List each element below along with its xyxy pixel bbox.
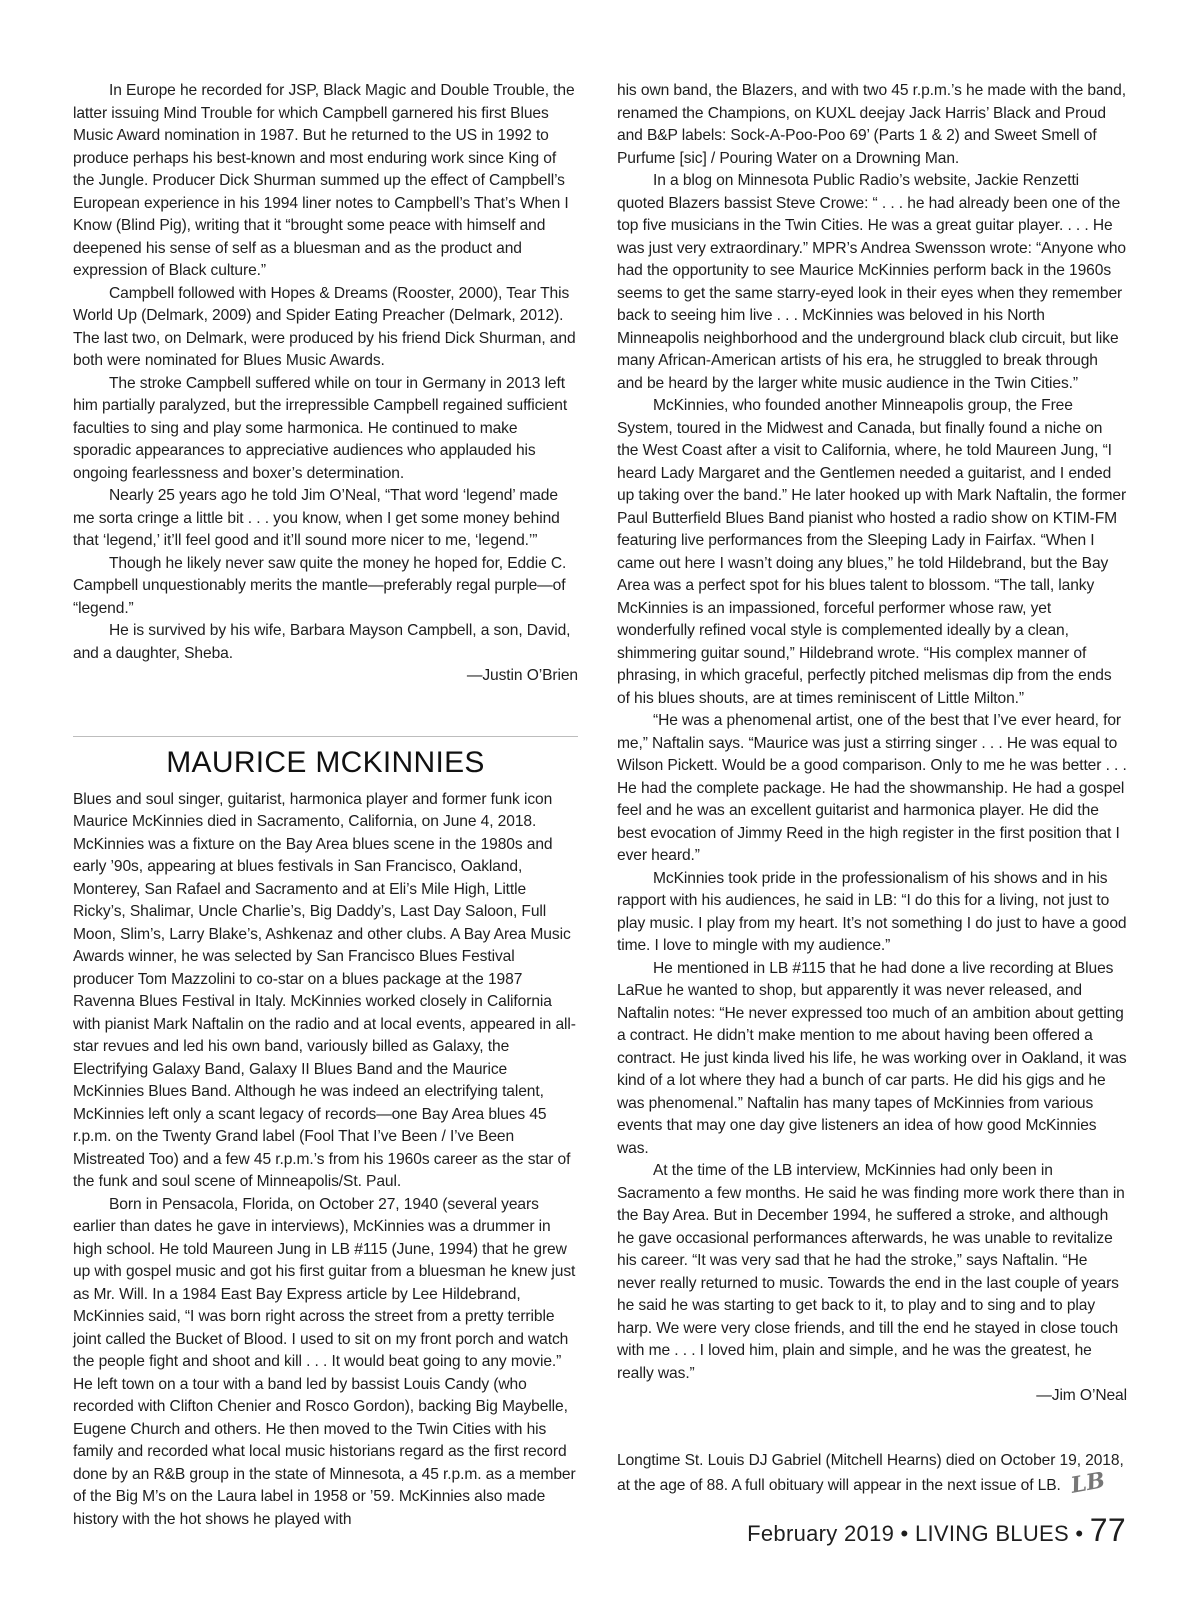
paragraph: his own band, the Blazers, and with two 45 r.p.m.’s he made with the band, renamed the Champions, on KUXL deejay Jack Harris’ Black and Proud and B&P labels: Sock-A-Poo-Poo 69’ (Parts 1 & 2) and Sweet Smell of Purfume [sic] / Pouring Water on a Drowning Man. [617,82,1126,167]
paragraph: Nearly 25 years ago he told Jim O’Neal, “That word ‘legend’ made me sorta cringe a little bit . . . you know, when I get some money behind that ‘legend,’ it’ll feel good and it’ll sound more nicer to me, ‘legend.’” [73,487,560,549]
paragraph: In Europe he recorded for JSP, Black Magic and Double Trouble, the latter issuing Mind Trouble for which Campbell garnered his first Blues Music Award nomination in 1987. But he returned to the US in 1992 to produce perhaps his best-known and most enduring work since King of the Jungle. Producer Dick Shurman summed up the effect of Campbell’s European experience in his 1994 liner notes to Campbell’s That’s When I Know (Blind Pig), writing that it “brought some peace with himself and deepened his sense of self as a bluesman and as the product and expression of Black culture.” [73,82,575,279]
paragraph: Blues and soul singer, guitarist, harmonica player and former funk icon Maurice McKinnies died in Sacramento, California, on June 4, 2018. McKinnies was a fixture on the Bay Area blues scene in the 1980s and early ’90s, appearing at blues festivals in San Francisco, Oakland, Monterey, San Rafael and Sacramento and at Eli’s Mile High, Little Ricky’s, Shalimar, Uncle Charlie’s, Big Daddy’s, Last Day Saloon, Full Moon, Slim’s, Larry Blake’s, Ashkenaz and other clubs. A Bay Area Music Awards winner, he was selected by San Francisco Blues Festival producer Tom Mazzolini to co-star on a blues package at the 1987 Ravenna Blues Festival in Italy. McKinnies worked closely in California with pianist Mark Naftalin on the radio and at local events, appeared in all-star revues and led his own band, variously billed as Galaxy, the Electrifying Galaxy Band, Galaxy II Blues Band and the Maurice McKinnies Blues Band. Although he was indeed an electrifying talent, McKinnies left only a scant legacy of records—one Bay Area blues 45 r.p.m. on the Twenty Grand label (Fool That I’ve Been / I’ve Been Mistreated Too) and a few 45 r.p.m.’s from his 1960s career as the star of the funk and soul scene of Minneapolis/St. Paul. [73,790,576,1190]
author-signature: —Justin O’Brien [466,667,578,684]
paragraph: Born in Pensacola, Florida, on October 27, 1940 (several years earlier than dates he gave in interviews), McKinnies was a drummer in high school. He told Maureen Jung in LB #115 (June, 1994) that he grew up with gospel music and got his first guitar from a bluesman he knew just as Mr. Will. In a 1984 East Bay Express article by Lee Hildebrand, McKinnies said, “I was born right across the street from a pretty terrible joint called the Bucket of Blood. I used to sit on my front porch and watch the people fight and shoot and kill . . . It would beat going to any movie.” He left town on a tour with a band led by bassist Louis Candy (who recorded with Clifton Chenier and Rosco Gordon), backing Big Maybelle, Eugene Church and others. He then moved to the Twin Cities with his family and recorded what local music historians regard as the first record done by an R&B group in the state of Minnesota, a 45 r.p.m. as a member of the Big M’s on the Laura label in 1958 or ’59. McKinnies also made history with the hot shows he played with [73,1195,576,1528]
death-notice-text: Longtime St. Louis DJ Gabriel (Mitchell Hearns) died on October 19, 2018, at the age of 88. A full obituary will appear in the next issue of LB. [617,1451,1124,1494]
lb-logo-icon: LB [1068,1467,1107,1499]
section-divider [73,736,578,737]
obituary-title: MAURICE MCKINNIES [166,745,485,779]
paragraph: Campbell followed with Hopes & Dreams (Rooster, 2000), Tear This World Up (Delmark, 2009) and Spider Eating Preacher (Delmark, 2012). The last two, on Delmark, were produced by his friend Dick Shurman, and both were nominated for Blues Music Awards. [73,284,576,369]
author-signature: —Jim O’Neal [1036,1387,1127,1404]
page-footer [747,1512,1126,1549]
page-number: 77 [1089,1512,1126,1548]
paragraph: “He was a phenomenal artist, one of the best that I’ve ever heard, for me,” Naftalin says. “Maurice was just a stirring singer . . . He was equal to Wilson Pickett. Would be a good comparison. Only to me he was better . . . He had the complete package. He had the showmanship. He had a gospel feel and he was an excellent guitarist and harmonica player. He did the best evocation of Jimmy Reed in the high register in the first position that I ever heard.” [617,712,1127,864]
paragraph: McKinnies took pride in the professionalism of his shows and in his rapport with his audiences, he said in LB: “I do this for a living, not just to play music. I play from my heart. It’s not something I do just to have a good time. I love to mingle with my audience.” [617,869,1127,954]
paragraph: McKinnies, who founded another Minneapolis group, the Free System, toured in the Midwest and Canada, but finally found a niche on the West Coast after a visit to California, where, he told Maureen Jung, “I heard Lady Margaret and the Gentlemen needed a guitarist, and I ended up taking over the band.” He later hooked up with Mark Naftalin, the former Paul Butterfield Blues Band pianist who hosted a radio show on KTIM-FM featuring live performances from the Sleeping Lady in Fairfax. “When I came out here I wasn’t doing any blues,” he told Hildebrand, but the Bay Area was a perfect spot for his blues talent to blossom. “The tall, lanky McKinnies is an impassioned, forceful performer whose raw, yet wonderfully refined vocal style is complemented ideally by a clean, shimmering guitar sound,” Hildebrand wrote. “His complex manner of phrasing, in which graceful, perfectly pitched melismas dip from the ends of his blues shouts, are at times reminiscent of Little Milton.” [617,397,1127,707]
footer-issue: February 2019 • LIVING BLUES • [747,1521,1084,1546]
paragraph: He is survived by his wife, Barbara Mayson Campbell, a son, David, and a daughter, Sheba. [73,622,571,662]
paragraph: The stroke Campbell suffered while on tour in Germany in 2013 left him partially paralyzed, but the irrepressible Campbell regained sufficient faculties to sing and play some harmonica. He continued to make sporadic appearances to appreciative audiences who applauded his ongoing fearlessness and boxer’s determination. [73,374,568,482]
death-notice [617,1450,1127,1498]
paragraph: He mentioned in LB #115 that he had done a live recording at Blues LaRue he wanted to shop, but apparently it was never released, and Naftalin notes: “He never expressed too much of an ambition about getting a contract. He didn’t make mention to me about having been offered a contract. He just kinda lived his life, he was working over in Oakland, it was kind of a lot where they had a bunch of car parts. He did his gigs and he was phenomenal.” Naftalin has many tapes of McKinnies from various events that may one day give listeners an idea of how good McKinnies was. [617,959,1127,1157]
left-column [73,80,578,1531]
paragraph: Though he likely never saw quite the money he hoped for, Eddie C. Campbell unquestionably merits the mantle—preferably regal purple—of “legend.” [73,554,567,617]
right-column [617,80,1127,1498]
paragraph: In a blog on Minnesota Public Radio’s website, Jackie Renzetti quoted Blazers bassist Steve Crowe: “ . . . he had already been one of the top five musicians in the Twin Cities. He was a great guitar player. . . . He was just very extraordinary.” MPR’s Andrea Swensson wrote: “Anyone who had the opportunity to see Maurice McKinnies perform back in the 1960s seems to get the same starry-eyed look in their eyes when they remember back to seeing him live . . . McKinnies was beloved in his North Minneapolis neighborhood and the underground black club circuit, but like many African-American artists of his era, he struggled to break through and be heard by the larger white music audience in the Twin Cities.” [617,172,1126,392]
spacer [617,1408,1127,1450]
paragraph: At the time of the LB interview, McKinnies had only been in Sacramento a few months. He said he was finding more work there than in the Bay Area. But in December 1994, he suffered a stroke, and although he gave occasional performances afterwards, he was unable to revitalize his career. “It was very sad that he had the stroke,” says Naftalin. “He never really returned to music. Towards the end in the last couple of years he said he was starting to get back to it, to play and to sing and to play harp. We were very close friends, and till the end he stayed in close touch with me . . . I loved him, plain and simple, and he was the greatest, he really was.” [617,1162,1125,1382]
